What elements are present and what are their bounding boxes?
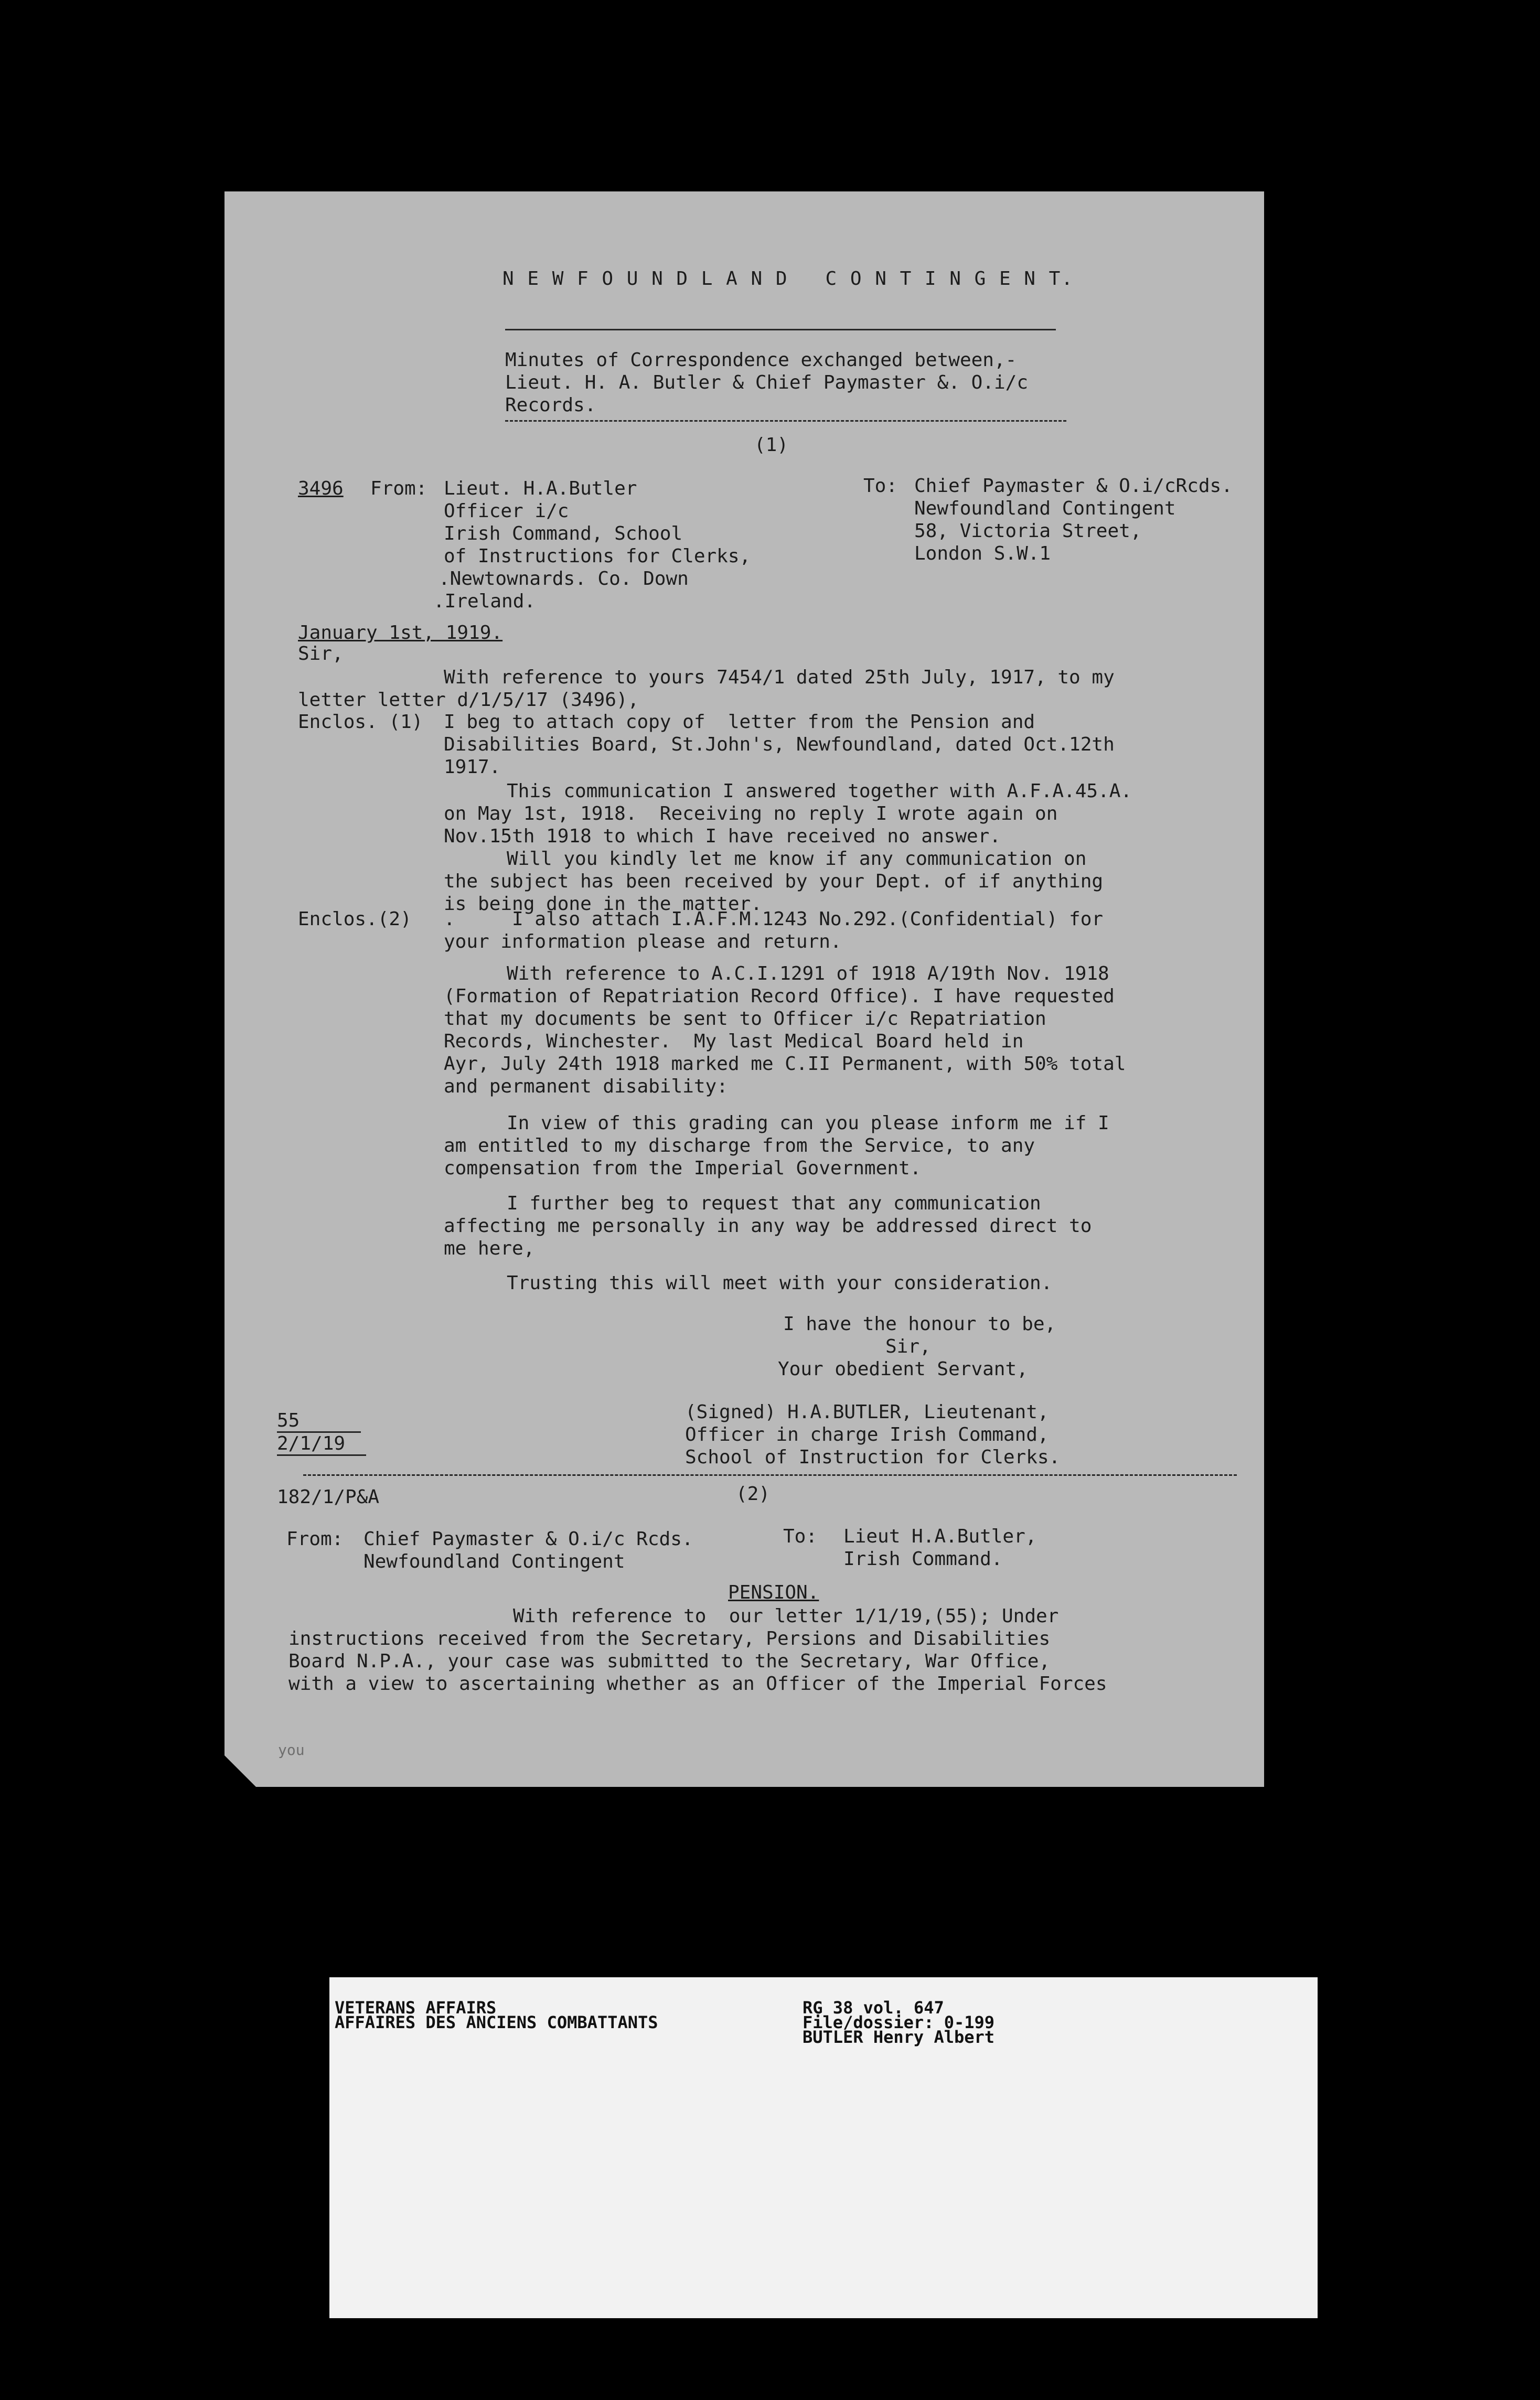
body-line: I beg to attach copy of letter from the Pension and [444, 711, 1035, 733]
part1-from-line: Lieut. H.A.Butler [444, 478, 637, 499]
margin-note-number: 55 [277, 1410, 300, 1431]
archive-label-right-line: RG 38 vol. 647 [803, 1998, 944, 2018]
part1-to-line: 58, Victoria Street, [914, 520, 1142, 542]
archive-label-card [329, 1977, 1318, 2318]
body-line: 1917. [444, 756, 501, 778]
body-line: is being done in the matter. [444, 893, 762, 915]
letter-date: January 1st, 1919. [298, 622, 503, 644]
divider-subheading [505, 420, 1066, 422]
margin-note-date: 2/1/19 [277, 1433, 346, 1454]
closing-line: Your obedient Servant, [778, 1358, 1028, 1380]
archive-label-right-line: BUTLER Henry Albert [803, 2027, 995, 2047]
closing-line: I have the honour to be, [783, 1313, 1056, 1335]
archive-label-left-line: VETERANS AFFAIRS [335, 1998, 497, 2018]
subheading-line-1: Minutes of Correspondence exchanged between,- [505, 349, 1017, 371]
subheading-line-2: Lieut. H. A. Butler & Chief Paymaster &. O.i/c [505, 372, 1028, 393]
part2-number: (2) [736, 1483, 771, 1505]
page-corner-fold [224, 1755, 256, 1787]
body-line: (Formation of Repatriation Record Office). I have requested [444, 985, 1115, 1007]
body-line: me here, [444, 1238, 535, 1259]
part1-from-line: .Ireland. [433, 591, 536, 612]
enclosure-2-label: Enclos.(2) [298, 908, 412, 930]
body-line: . I also attach I.A.F.M.1243 No.292.(Confidential) for [444, 908, 1104, 930]
body-line: With reference to yours 7454/1 dated 25th July, 1917, to my [444, 667, 1115, 688]
part2-from-line: Newfoundland Contingent [363, 1551, 625, 1572]
body-line: and permanent disability: [444, 1076, 728, 1097]
document-heading: N E W F O U N D L A N D C O N T I N G E N T. [502, 268, 1074, 290]
body-line: letter d/1/5/17 (3496), [377, 689, 639, 711]
part2-body-line: instructions received from the Secretary, Persions and Disabilities [288, 1628, 1051, 1649]
salutation: Sir, [298, 643, 344, 665]
part1-to-label: To: [863, 475, 898, 497]
body-line-letter: letter letter d/1/5/17 (3496), [298, 689, 639, 711]
body-line: I further beg to request that any communication [507, 1193, 1041, 1214]
part2-to-label: To: [783, 1526, 818, 1547]
body-line: Ayr, July 24th 1918 marked me C.II Permanent, with 50% total [444, 1053, 1126, 1075]
part1-from-line: Irish Command, School [444, 523, 683, 544]
part1-number: (1) [754, 434, 789, 456]
body-line: In view of this grading can you please inform me if I [507, 1112, 1109, 1134]
part1-from-label: From: [370, 478, 427, 499]
part2-body-line: with a view to ascertaining whether as an Officer of the Imperial Forces [288, 1673, 1107, 1695]
body-line: This communication I answered together with A.F.A.45.A. [507, 780, 1132, 802]
part2-subject: PENSION. [728, 1582, 819, 1603]
document-page [224, 191, 1264, 1787]
part2-from-label: From: [286, 1528, 344, 1550]
part2-body-line: Board N.P.A., your case was submitted to the Secretary, War Office, [288, 1651, 1051, 1672]
part1-to-line: Newfoundland Contingent [914, 498, 1176, 519]
body-line: that my documents be sent to Officer i/c Repatriation [444, 1008, 1046, 1030]
archive-label-left-line: AFFAIRES DES ANCIENS COMBATTANTS [335, 2012, 658, 2032]
body-line: on May 1st, 1918. Receiving no reply I wrote again on [444, 803, 1058, 824]
closing-line: Sir, [885, 1336, 931, 1357]
part2-ref: 182/1/P&A [277, 1486, 380, 1508]
body-line: compensation from the Imperial Government. [444, 1158, 922, 1179]
margin-note-rule [277, 1454, 366, 1456]
signature-line: (Signed) H.A.BUTLER, Lieutenant, [685, 1401, 1049, 1423]
body-line: Trusting this will meet with your consideration. [507, 1272, 1053, 1294]
part1-from-line: .Newtownards. Co. Down [439, 568, 689, 590]
body-line: With reference to A.C.I.1291 of 1918 A/19th Nov. 1918 [507, 963, 1109, 984]
body-line: your information please and return. [444, 931, 842, 952]
body-line: Disabilities Board, St.John's, Newfoundland, dated Oct.12th [444, 734, 1115, 755]
signature-line: School of Instruction for Clerks. [685, 1447, 1061, 1468]
part1-from-line: Officer i/c [444, 500, 569, 522]
divider-part2 [303, 1474, 1237, 1476]
part2-to-line: Lieut H.A.Butler, [843, 1526, 1037, 1547]
part2-corner-text: you [278, 1741, 305, 1759]
part2-from-line: Chief Paymaster & O.i/c Rcds. [363, 1528, 693, 1550]
body-line: Will you kindly let me know if any communication on [507, 848, 1087, 870]
enclosure-1-label: Enclos. (1) [298, 711, 423, 733]
part1-to-line: London S.W.1 [914, 543, 1051, 564]
body-line: am entitled to my discharge from the Service, to any [444, 1135, 1035, 1156]
part2-body-line: With reference to our letter 1/1/19,(55); Under [513, 1605, 1059, 1627]
part1-ref: 3496 [298, 478, 344, 499]
signature-line: Officer in charge Irish Command, [685, 1424, 1049, 1445]
part2-to-line: Irish Command. [843, 1548, 1003, 1570]
subheading-line-3: Records. [505, 394, 596, 416]
body-line: Records, Winchester. My last Medical Board held in [444, 1031, 1024, 1052]
divider-top [505, 329, 1056, 330]
body-line: the subject has been received by your Dept. of if anything [444, 871, 1104, 892]
body-line: Nov.15th 1918 to which I have received no answer. [444, 826, 1001, 847]
part1-from-line: of Instructions for Clerks, [444, 545, 751, 567]
archive-label-right-line: File/dossier: 0-199 [803, 2012, 995, 2032]
part1-to-line: Chief Paymaster & O.i/cRcds. [914, 475, 1233, 497]
body-line: affecting me personally in any way be addressed direct to [444, 1215, 1092, 1237]
